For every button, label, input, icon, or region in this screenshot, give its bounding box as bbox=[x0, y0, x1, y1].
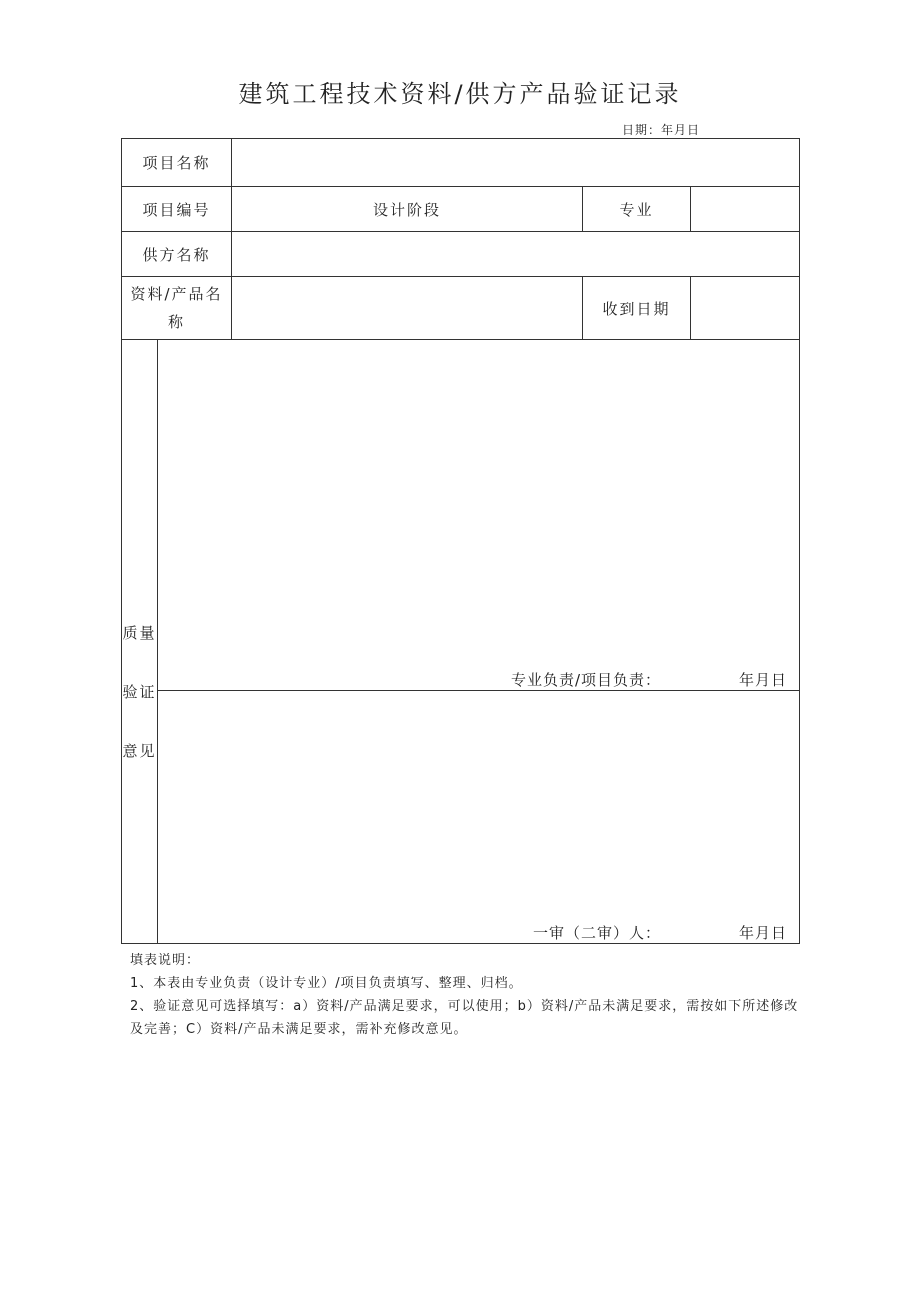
specialty-value[interactable] bbox=[691, 187, 800, 232]
side-label-quality: 质量 bbox=[122, 623, 157, 642]
side-label-opinion: 意见 bbox=[122, 741, 157, 760]
second-sign-date: 年月日 bbox=[739, 924, 788, 942]
project-name-value[interactable] bbox=[232, 139, 800, 187]
specialty-label: 专业 bbox=[583, 187, 691, 232]
design-stage-label: 设计阶段 bbox=[232, 187, 583, 232]
instructions bbox=[130, 949, 800, 1041]
product-label bbox=[122, 277, 232, 340]
supplier-value[interactable] bbox=[232, 232, 800, 277]
side-label-verify: 验证 bbox=[122, 682, 157, 701]
supplier-label: 供方名称 bbox=[122, 232, 232, 277]
first-sign-label: 专业负责/项目负责： bbox=[510, 671, 662, 689]
form-title: 建筑工程技术资料/供方产品验证记录 bbox=[238, 80, 682, 108]
project-name-label: 项目名称 bbox=[122, 139, 232, 187]
date-label: 日期：年月日 bbox=[622, 123, 701, 137]
first-opinion-area[interactable] bbox=[158, 340, 800, 691]
second-opinion-area[interactable] bbox=[158, 691, 800, 944]
first-sign-date: 年月日 bbox=[739, 671, 788, 689]
received-date-label: 收到日期 bbox=[583, 277, 691, 340]
instructions-heading: 填表说明： bbox=[130, 953, 201, 968]
first-sign-line bbox=[511, 669, 787, 690]
received-date-value[interactable] bbox=[691, 277, 800, 340]
instructions-item-1: 1、本表由专业负责（设计专业）/项目负责填写、整理、归档。 bbox=[130, 976, 523, 991]
instructions-item-2: 2、验证意见可选择填写：a）资料/产品满足要求，可以使用；b）资料/产品未满足要求，需按如下所述修改及完善；C）资料/产品未满足要求，需补充修改意见。 bbox=[130, 999, 799, 1037]
quality-opinion-side-label bbox=[122, 340, 158, 944]
second-sign-label: 一审（二审）人： bbox=[533, 924, 662, 942]
second-sign-line bbox=[533, 922, 787, 943]
product-value[interactable] bbox=[232, 277, 583, 340]
product-label-text: 资料/产品名称 bbox=[130, 285, 223, 331]
project-no-label: 项目编号 bbox=[122, 187, 232, 232]
verification-form-table bbox=[121, 138, 800, 944]
